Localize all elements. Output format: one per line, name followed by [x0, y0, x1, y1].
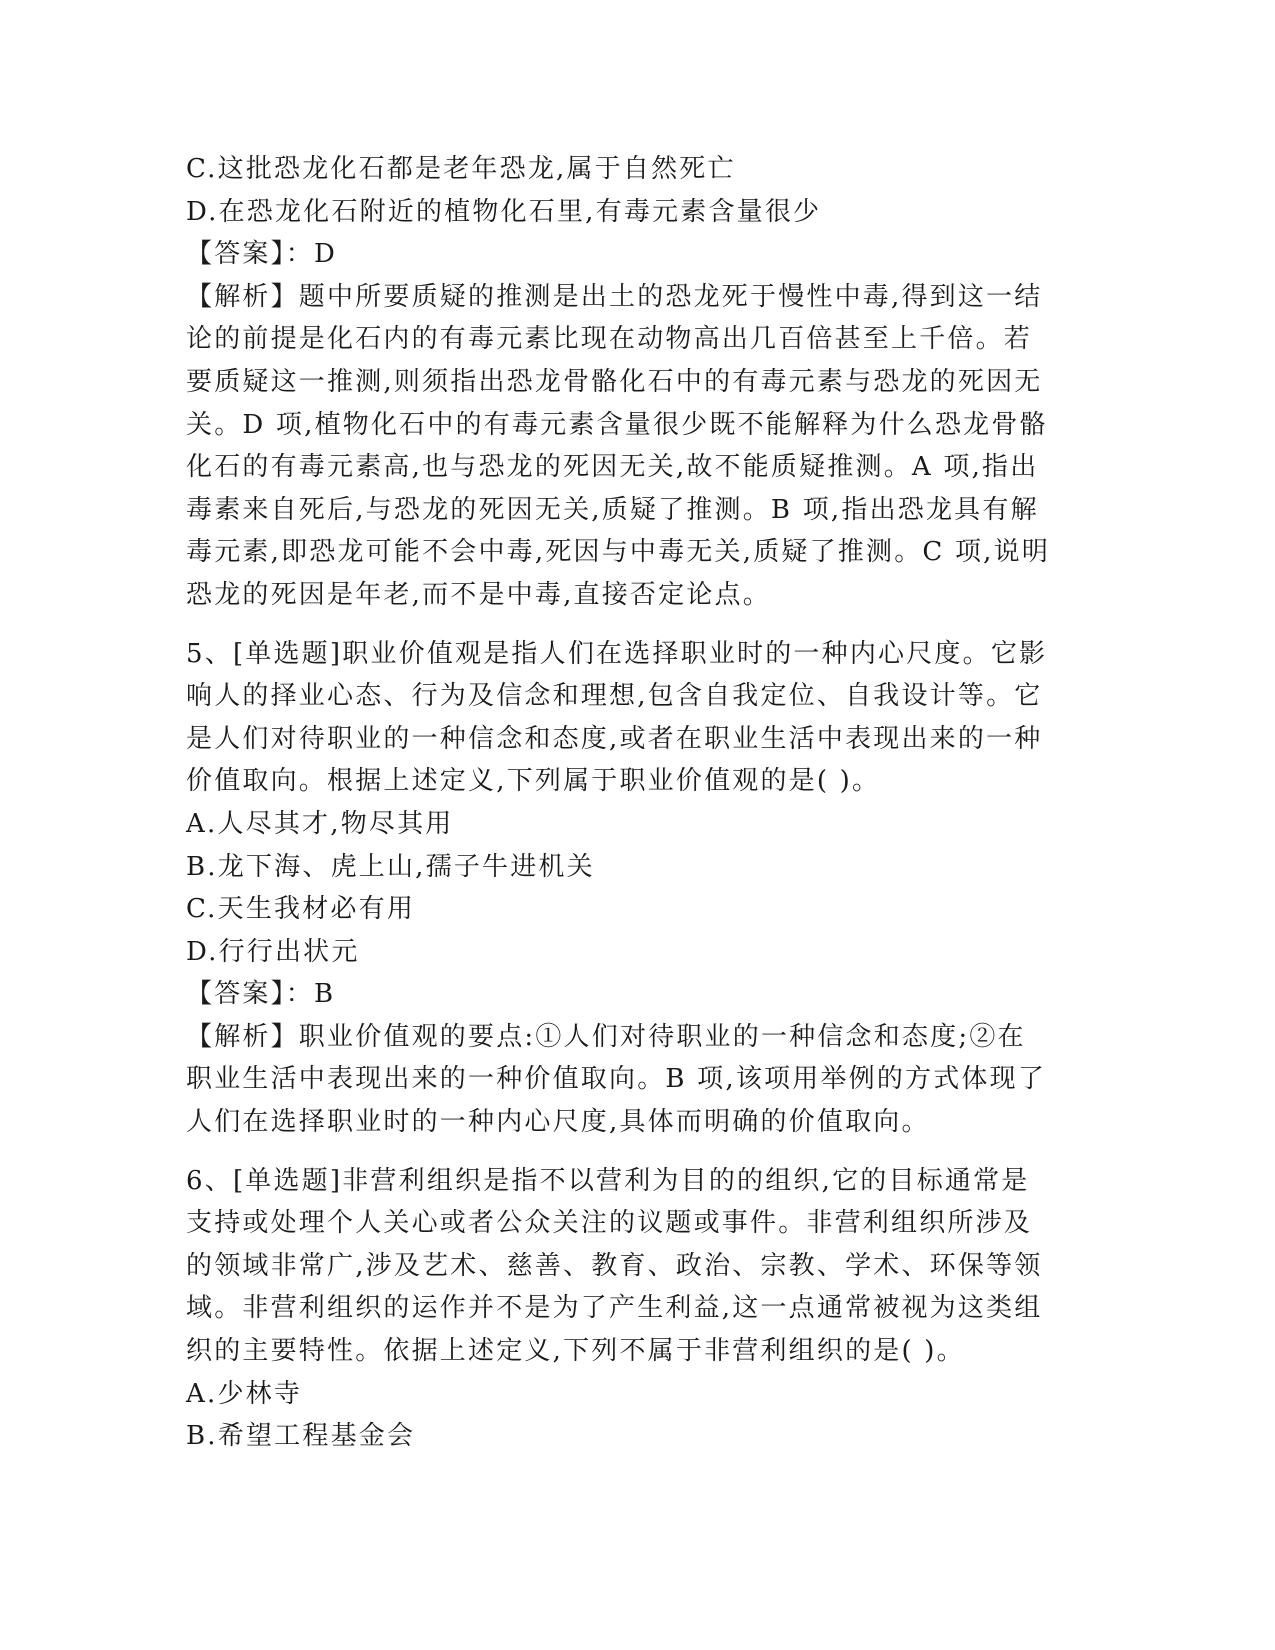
analysis	[186, 1016, 1086, 1144]
stem-line: 支持或处理个人关心或者公众关注的议题或事件。非营利组织所涉及	[186, 1208, 1033, 1239]
question-4-continued	[186, 148, 1086, 617]
option-d: D.在恐龙化石附近的植物化石里,有毒元素含量很少	[186, 196, 822, 227]
option-c: C.天生我材必有用	[186, 894, 416, 925]
option-a: A.少林寺	[186, 1378, 303, 1409]
analysis-line: 【解析】题中所要质疑的推测是出土的恐龙死于慢性中毒,得到这一结	[186, 281, 1043, 312]
question-options	[186, 803, 1086, 973]
analysis-line: 毒元素,即恐龙可能不会中毒,死因与中毒无关,质疑了推测。C 项,说明	[186, 537, 1051, 568]
option-c: C.这批恐龙化石都是老年恐龙,属于自然死亡	[186, 154, 736, 184]
analysis-line: 关。D 项,植物化石中的有毒元素含量很少既不能解释为什么恐龙骨骼	[186, 409, 1048, 440]
question-stem	[186, 1160, 1086, 1373]
analysis-line: 毒素来自死后,与恐龙的死因无关,质疑了推测。B 项,指出恐龙具有解	[186, 494, 1039, 525]
analysis-line: 【解析】职业价值观的要点:①人们对待职业的一种信念和态度;②在	[186, 1021, 1026, 1052]
analysis	[186, 276, 1086, 617]
question-6	[186, 1160, 1086, 1458]
stem-line: 域。非营利组织的运作并不是为了产生利益,这一点通常被视为这类组	[186, 1293, 1043, 1324]
analysis-line: 论的前提是化石内的有毒元素比现在动物高出几百倍甚至上千倍。若	[186, 324, 1033, 355]
option-a: A.人尽其才,物尽其用	[186, 808, 454, 839]
option-b: B.希望工程基金会	[186, 1421, 416, 1452]
document-content	[186, 148, 1086, 1458]
stem-line: 5、[单选题]职业价值观是指人们在选择职业时的一种内心尺度。它影	[186, 638, 1048, 669]
question-options	[186, 1373, 1086, 1458]
stem-line: 6、[单选题]非营利组织是指不以营利为目的的组织,它的目标通常是	[186, 1165, 1030, 1196]
analysis-line: 恐龙的死因是年老,而不是中毒,直接否定论点。	[186, 579, 771, 610]
stem-line: 响人的择业心态、行为及信念和理想,包含自我定位、自我设计等。它	[186, 681, 1043, 712]
question-stem	[186, 633, 1086, 803]
question-5	[186, 633, 1086, 1144]
stem-line: 织的主要特性。依据上述定义,下列不属于非营利组织的是( )。	[186, 1336, 965, 1367]
analysis-line: 要质疑这一推测,则须指出恐龙骨骼化石中的有毒元素与恐龙的死因无	[186, 366, 1043, 397]
stem-line: 是人们对待职业的一种信念和态度,或者在职业生活中表现出来的一种	[186, 723, 1043, 754]
answer: 【答案】：B	[186, 979, 336, 1010]
answer: 【答案】：D	[186, 239, 338, 270]
option-b: B.龙下海、虎上山,孺子牛进机关	[186, 851, 595, 882]
option-d: D.行行出状元	[186, 936, 360, 967]
analysis-line: 化石的有毒元素高,也与恐龙的死因无关,故不能质疑推测。A 项,指出	[186, 452, 1039, 483]
analysis-line: 职业生活中表现出来的一种价值取向。B 项,该项用举例的方式体现了	[186, 1064, 1047, 1095]
stem-line: 的领域非常广,涉及艺术、慈善、教育、政治、宗教、学术、环保等领	[186, 1250, 1043, 1281]
stem-line: 价值取向。根据上述定义,下列属于职业价值观的是( )。	[186, 766, 881, 797]
analysis-line: 人们在选择职业时的一种内心尺度,具体而明确的价值取向。	[186, 1107, 930, 1138]
